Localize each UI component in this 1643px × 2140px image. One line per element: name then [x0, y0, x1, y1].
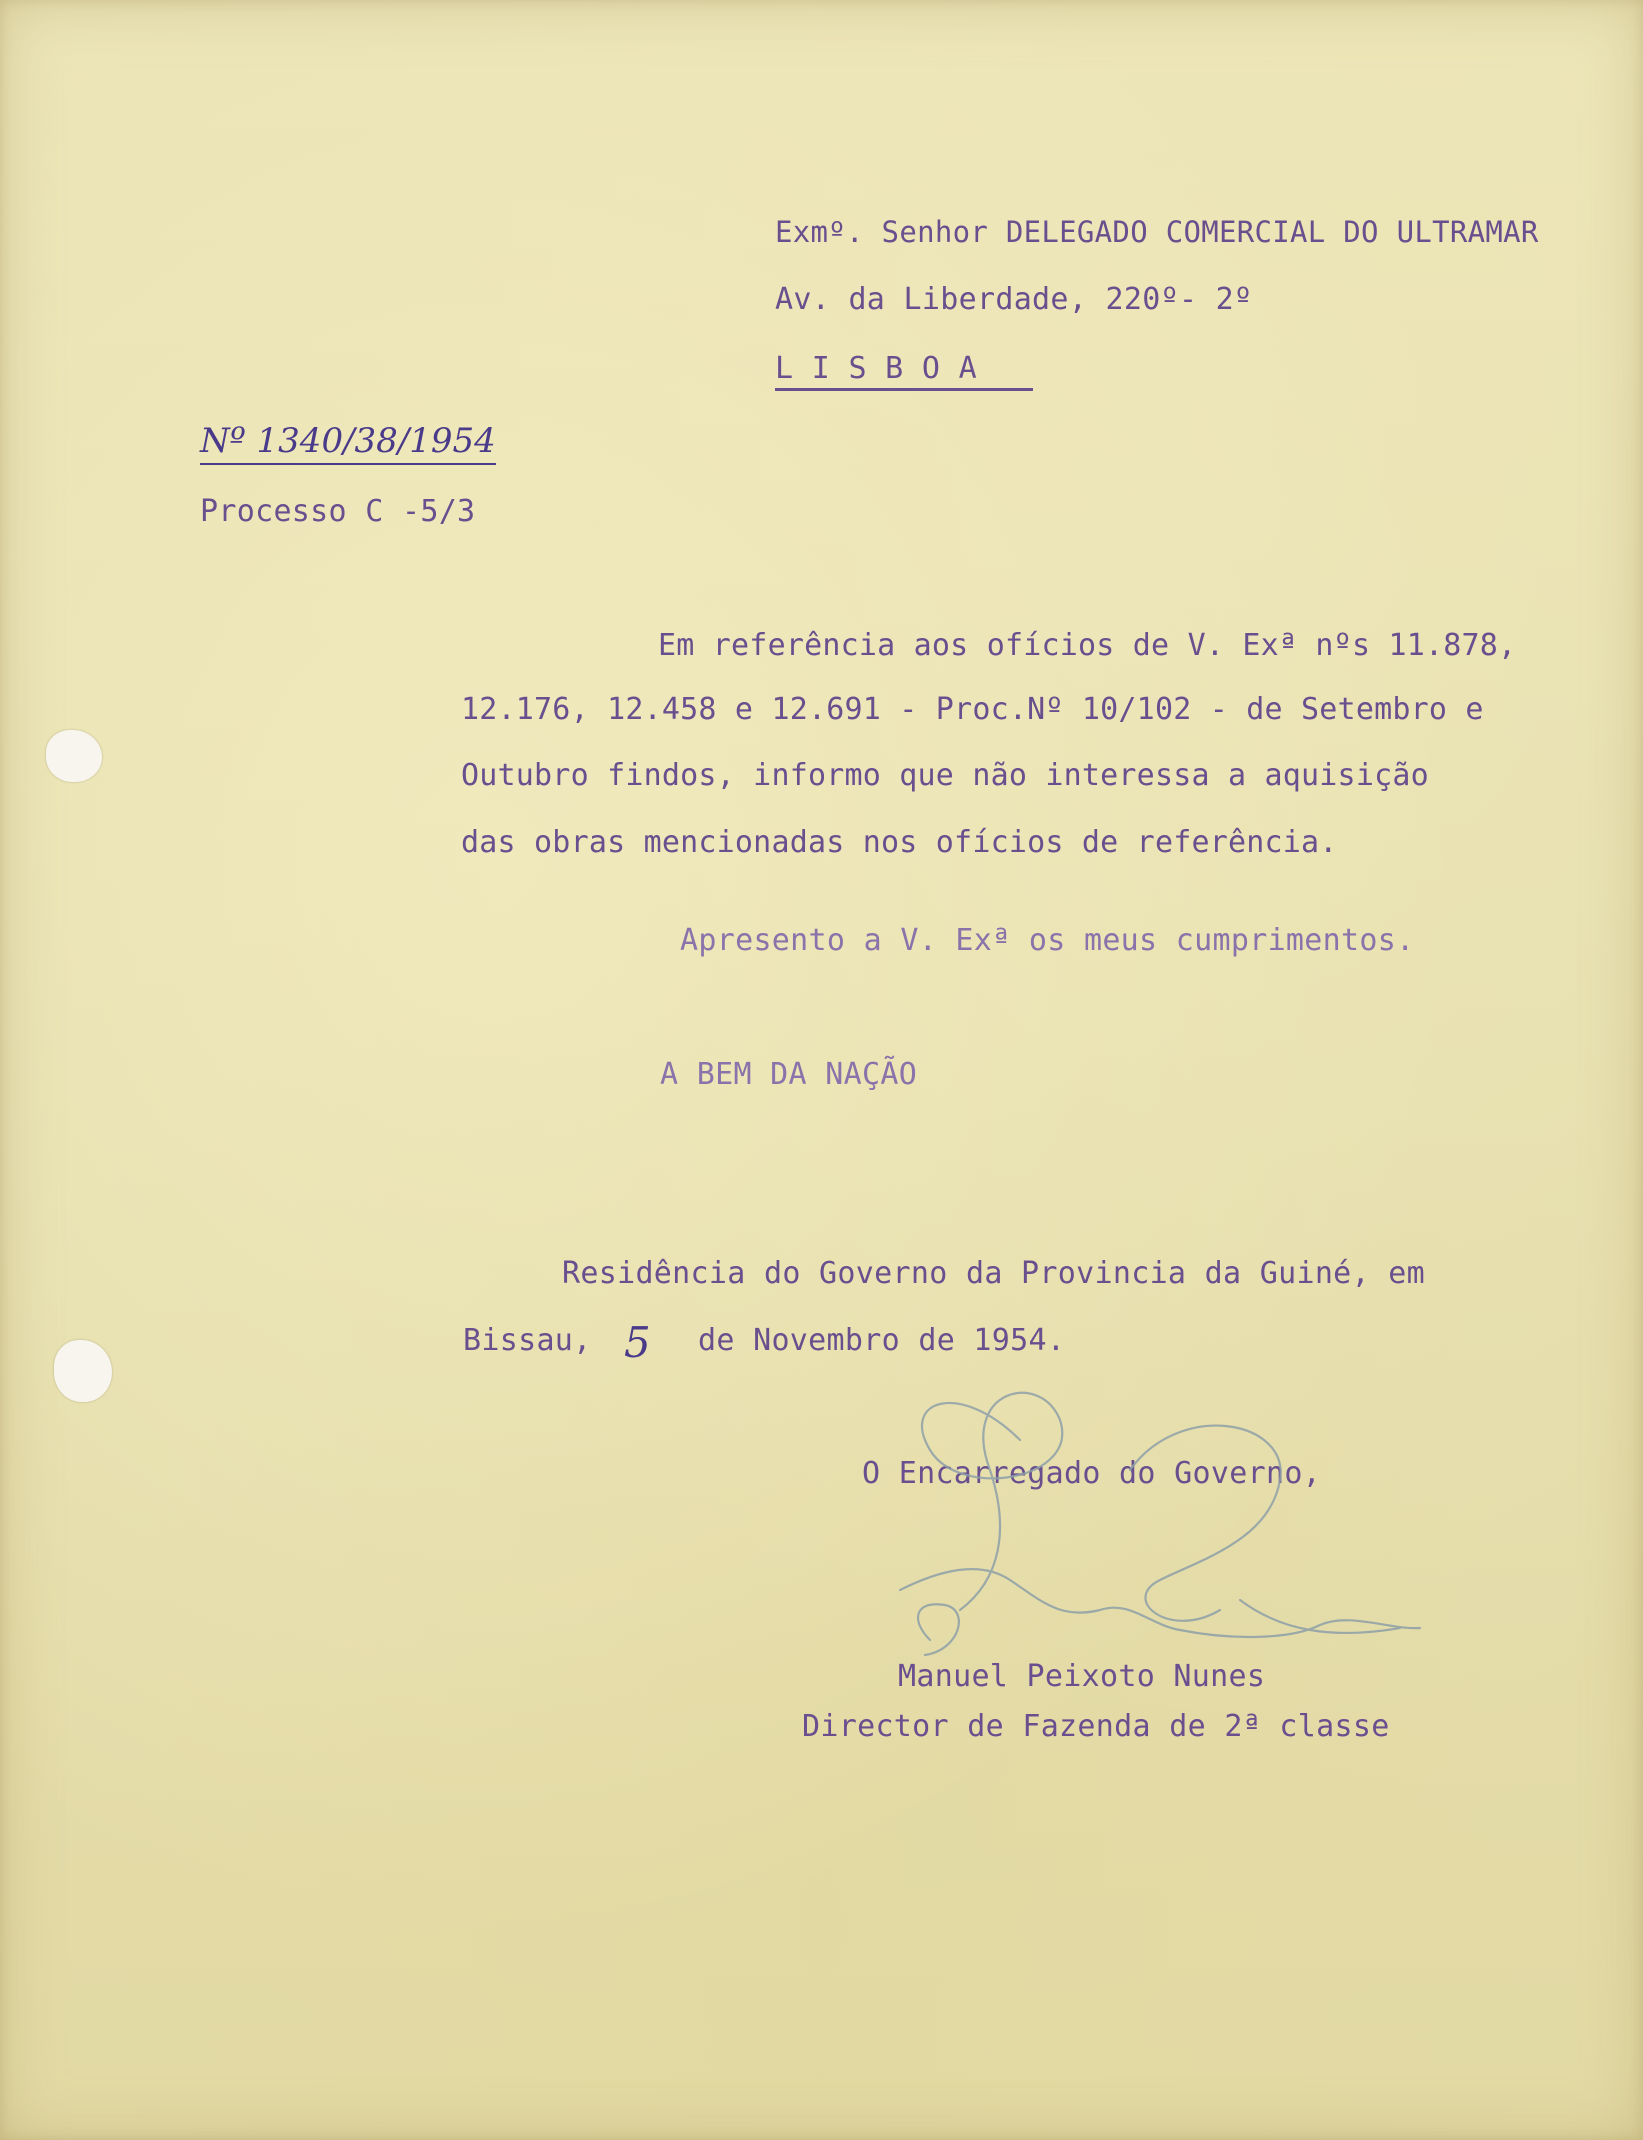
body-line-2: 12.176, 12.458 e 12.691 - Proc.Nº 10/102 - de Setembro e — [461, 692, 1484, 727]
address-line: Av. da Liberdade, 220º- 2º — [775, 282, 1253, 317]
place-date-line-1: Residência do Governo da Provincia da Guiné, em — [562, 1256, 1425, 1291]
date-day-handwritten: 5 — [624, 1318, 651, 1367]
body-line-1: Em referência aos ofícios de V. Exª nºs 11.878, — [658, 628, 1517, 663]
body-line-4: das obras mencionadas nos ofícios de referência. — [461, 825, 1338, 860]
greeting-line: Apresento a V. Exª os meus cumprimentos. — [680, 923, 1415, 958]
process-number: Processo C -5/3 — [200, 494, 476, 529]
addressee-line: Exmº. Senhor DELEGADO COMERCIAL DO ULTRAMAR — [775, 215, 1539, 249]
reference-number: Nº 1340/38/1954 — [200, 421, 496, 465]
signatory-title: O Encarregado do Governo, — [862, 1456, 1322, 1491]
signature-loop-right — [1130, 1426, 1281, 1621]
signature-initial — [918, 1604, 959, 1655]
signatory-name: Manuel Peixoto Nunes — [898, 1659, 1266, 1694]
signatory-position: Director de Fazenda de 2ª classe — [802, 1709, 1390, 1744]
signature-tail — [1240, 1600, 1400, 1633]
body-line-3: Outubro findos, informo que não interessa a aquisição — [461, 758, 1429, 793]
motto-line: A BEM DA NAÇÃO — [660, 1057, 918, 1092]
date-rest: de Novembro de 1954. — [698, 1323, 1066, 1358]
city-line: L I S B O A — [775, 354, 1033, 391]
place-name: Bissau, — [463, 1323, 592, 1358]
signature-loop-left — [922, 1393, 1062, 1610]
